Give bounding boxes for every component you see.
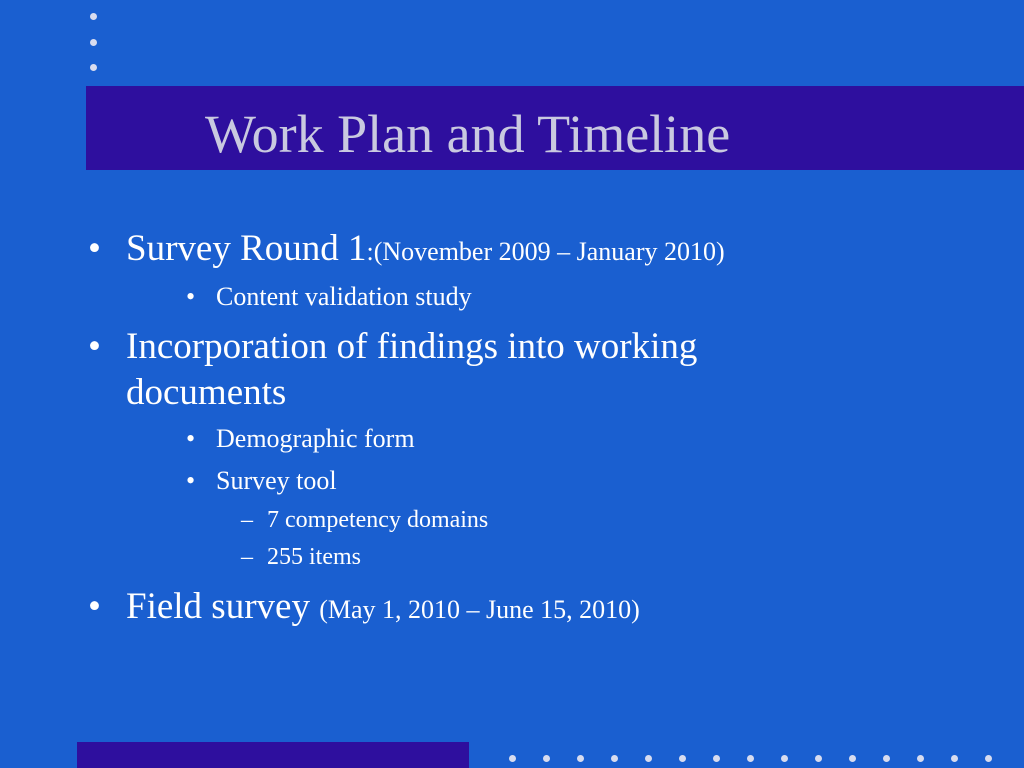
decorative-dot bbox=[815, 755, 822, 762]
sub-sub-bullet-item bbox=[241, 505, 489, 535]
sub-sub-bullet-item bbox=[241, 542, 361, 572]
decorative-dot bbox=[577, 755, 584, 762]
bullet-text: Field survey bbox=[126, 586, 310, 627]
bullet-item-1 bbox=[88, 226, 725, 275]
decorative-dot bbox=[917, 755, 924, 762]
decorative-dot bbox=[543, 755, 550, 762]
slide-title: Work Plan and Timeline bbox=[205, 104, 731, 164]
sub-bullet-item bbox=[186, 465, 337, 497]
bullet-icon: • bbox=[88, 326, 101, 367]
decorative-dot bbox=[883, 755, 890, 762]
dash-icon: – bbox=[241, 507, 253, 533]
decorative-dot bbox=[849, 755, 856, 762]
bullet-text-line-1: Incorporation of findings into working bbox=[126, 326, 698, 367]
decorative-dot bbox=[645, 755, 652, 762]
bullet-text: Survey Round 1 bbox=[126, 228, 367, 269]
bullet-note: (May 1, 2010 – June 15, 2010) bbox=[319, 595, 640, 624]
bullet-item-2 bbox=[88, 324, 698, 370]
decorative-dot bbox=[679, 755, 686, 762]
bullet-item-3 bbox=[88, 584, 640, 633]
sub-bullet-item bbox=[186, 281, 472, 313]
decorative-dot bbox=[951, 755, 958, 762]
bullet-icon: • bbox=[186, 282, 196, 311]
bullet-text-line-2: documents bbox=[126, 372, 287, 413]
sub-bullet-text: Demographic form bbox=[216, 424, 415, 453]
decorative-dot bbox=[985, 755, 992, 762]
bullet-icon: • bbox=[88, 586, 101, 627]
bottom-accent-bar bbox=[77, 742, 469, 768]
decorative-dot bbox=[713, 755, 720, 762]
decorative-dot bbox=[509, 755, 516, 762]
bullet-note: :(November 2009 – January 2010) bbox=[366, 237, 725, 266]
sub-sub-bullet-text: 7 competency domains bbox=[267, 507, 489, 533]
bullet-item-2-continued bbox=[126, 370, 286, 416]
decorative-dot bbox=[747, 755, 754, 762]
bullet-icon: • bbox=[186, 466, 196, 495]
decorative-dot bbox=[781, 755, 788, 762]
dash-icon: – bbox=[241, 544, 253, 570]
bullet-icon: • bbox=[88, 228, 101, 269]
sub-bullet-item bbox=[186, 423, 415, 455]
sub-sub-bullet-text: 255 items bbox=[267, 544, 361, 570]
sub-bullet-text: Content validation study bbox=[216, 282, 472, 311]
sub-bullet-text: Survey tool bbox=[216, 466, 337, 495]
bullet-icon: • bbox=[186, 424, 196, 453]
decorative-dot bbox=[611, 755, 618, 762]
